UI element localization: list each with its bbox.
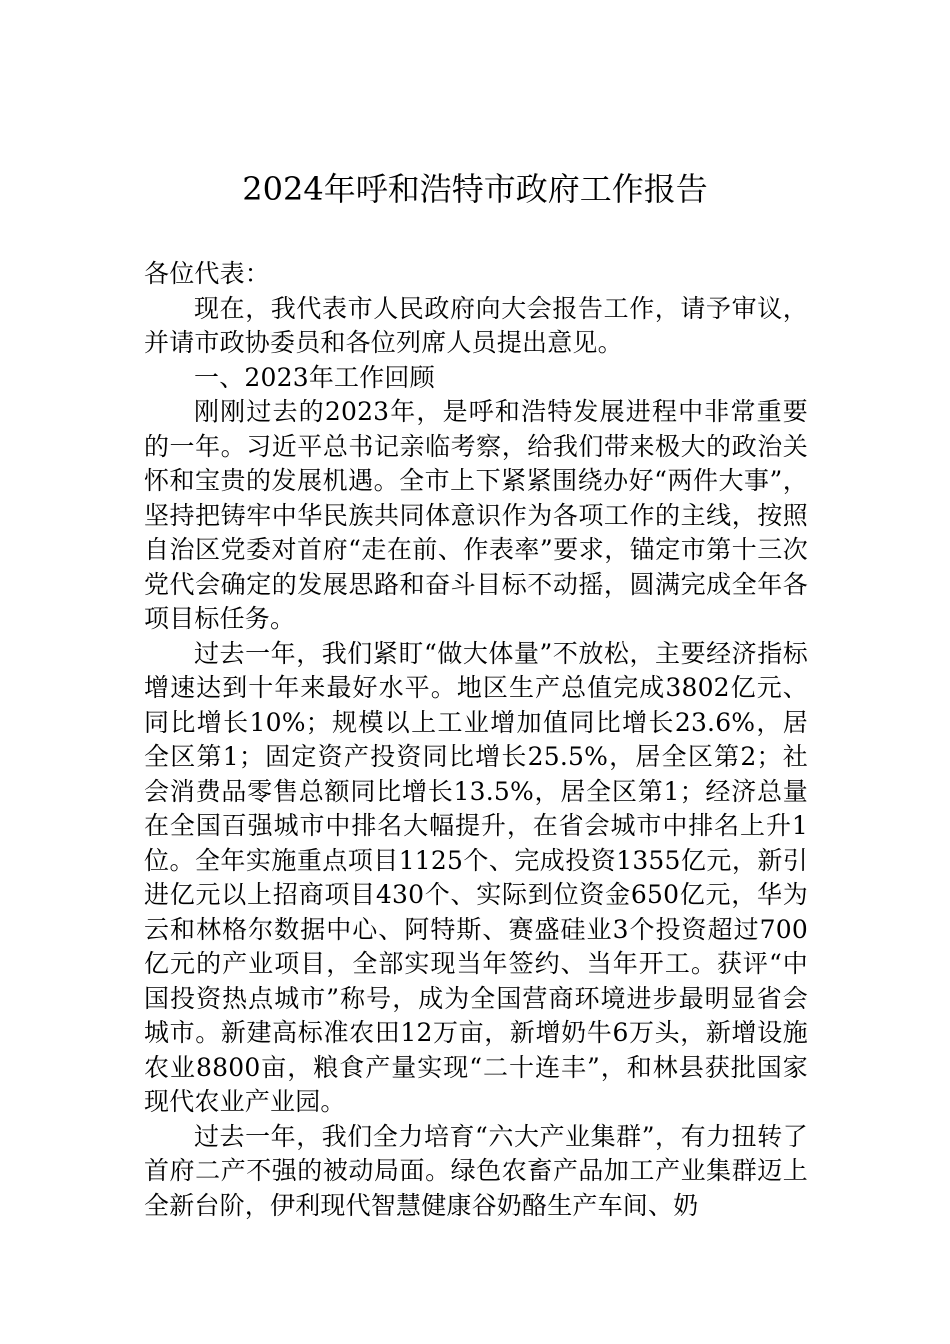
paragraph: 现在，我代表市人民政府向大会报告工作，请予审议，并请市政协委员和各位列席人员提出意见。 xyxy=(144,293,808,357)
paragraph: 过去一年，我们全力培育“六大产业集群”，有力扭转了首府二产不强的被动局面。绿色农畜产品加工产业集群迈上全新台阶，伊利现代智慧健康谷奶酪生产车间、奶 xyxy=(144,1121,808,1220)
document-title: 2024年呼和浩特市政府工作报告 xyxy=(242,170,708,208)
paragraph: 过去一年，我们紧盯“做大体量”不放松，主要经济指标增速达到十年来最好水平。地区生产总值完成3802亿元、同比增长10%；规模以上工业增加值同比增长23.6%，居全区第1；固定资产投资同比增长25.5%，居全区第2；社会消费品零售总额同比增长13.5%，居全区第1；经济总量在全国百强城市中排名大幅提升，在省会城市中排名上升1位。全年实施重点项目1125个、完成投资1355亿元，新引进亿元以上招商项目430个、实际到位资金650亿元，华为云和林格尔数据中心、阿特斯、赛盛硅业3个投资超过700亿元的产业项目，全部实现当年签约、当年开工。获评“中国投资热点城市”称号，成为全国营商环境进步最明显省会城市。新建高标准农田12万亩，新增奶牛6万头，新增设施农业8800亩，粮食产量实现“二十连丰”，和林县获批国家现代农业产业园。 xyxy=(144,638,808,1116)
document-body xyxy=(144,257,808,1223)
salutation: 各位代表： xyxy=(144,259,271,288)
paragraph: 刚刚过去的2023年，是呼和浩特发展进程中非常重要的一年。习近平总书记亲临考察，给我们带来极大的政治关怀和宝贵的发展机遇。全市上下紧紧围绕办好“两件大事”，坚持把铸牢中华民族共同体意识作为各项工作的主线，按照自治区党委对首府“走在前、作表率”要求，锚定市第十三次党代会确定的发展思路和奋斗目标不动摇，圆满完成全年各项目标任务。 xyxy=(144,397,808,633)
section-heading: 一、2023年工作回顾 xyxy=(194,362,435,392)
